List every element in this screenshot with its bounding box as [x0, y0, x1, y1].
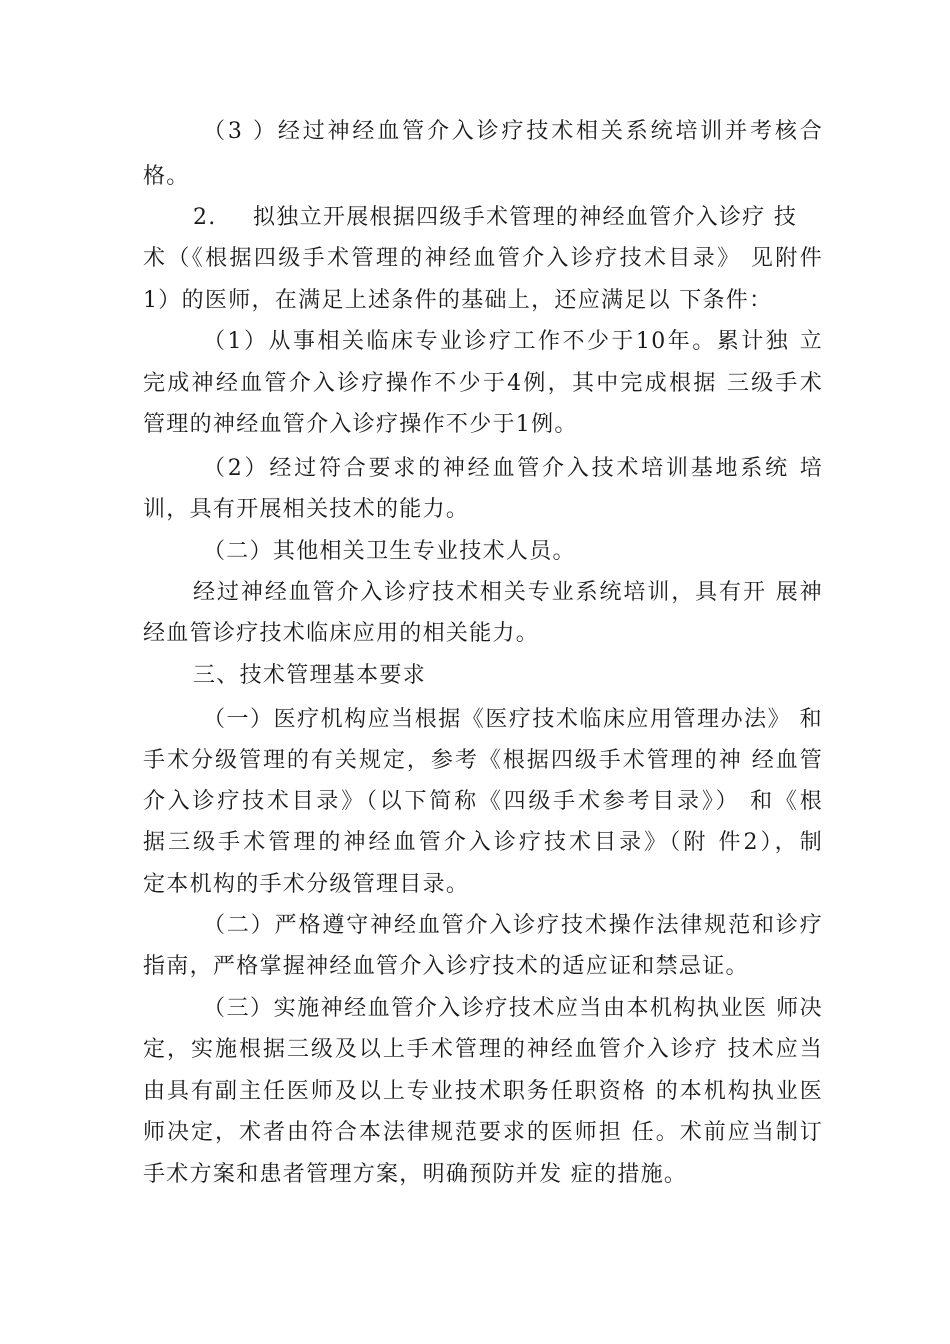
text-line: 管理的神经血管介入诊疗操作不少于1例。 — [143, 412, 578, 437]
text-line: 术（《根据四级手术管理的神经血管介入诊疗技术目录》 见附件 — [143, 246, 823, 271]
text-line: 训，具有开展相关技术的能力。 — [143, 497, 470, 522]
text-line: 手术方案和患者管理方案，明确预防并发 症的措施。 — [143, 1162, 688, 1187]
text-line: 经过神经血管介入诊疗技术相关专业系统培训，具有开 展神 — [193, 580, 823, 605]
text-line: 定本机构的手术分级管理目录。 — [143, 872, 470, 897]
text-line: 据三级手术管理的神经血管介入诊疗技术目录》（附 件2），制 — [143, 830, 823, 855]
text-line: 格。 — [143, 164, 190, 189]
text-line: 1）的医师，在满足上述条件的基础上，还应满足以 下条件： — [143, 288, 773, 313]
text-line: 拟独立开展根据四级手术管理的神经血管介入诊疗 技 — [253, 205, 798, 230]
text-line: 完成神经血管介入诊疗操作不少于4例，其中完成根据 三级手术 — [143, 371, 823, 396]
text-line: （二）严格遵守神经血管介入诊疗技术操作法律规范和诊疗 — [203, 913, 823, 938]
numbered-item — [193, 203, 823, 233]
text-line: 定，实施根据三级及以上手术管理的神经血管介入诊疗 技术应当 — [143, 1037, 823, 1062]
section-heading: （二）其他相关卫生专业技术人员。 — [203, 539, 576, 564]
text-line: 经血管诊疗技术临床应用的相关能力。 — [143, 621, 540, 646]
text-line: （1）从事相关临床专业诊疗工作不少于10年。累计独 立 — [203, 329, 823, 354]
text-line: 师决定，术者由符合本法律规范要求的医师担 任。术前应当制订 — [143, 1120, 823, 1145]
text-line: 由具有副主任医师及以上专业技术职务任职资格 的本机构执业医 — [143, 1079, 823, 1104]
section-heading: 三、技术管理基本要求 — [193, 663, 427, 688]
text-line: （三）实施神经血管介入诊疗技术应当由本机构执业医 师决 — [203, 996, 823, 1021]
text-line: （3 ）经过神经血管介入诊疗技术相关系统培训并考核合 — [203, 119, 823, 144]
text-line: 介入诊疗技术目录》（以下简称《四级手术参考目录》） 和《根 — [143, 789, 823, 814]
text-line: （一）医疗机构应当根据《医疗技术临床应用管理办法》 和 — [203, 707, 823, 732]
text-line: （2）经过符合要求的神经血管介入技术培训基地系统 培 — [203, 456, 823, 481]
text-line: 指南，严格掌握神经血管介入诊疗技术的适应证和禁忌证。 — [143, 954, 749, 979]
item-number: 2. — [193, 205, 217, 230]
text-line: 手术分级管理的有关规定，参考《根据四级手术管理的神 经血管 — [143, 748, 823, 773]
